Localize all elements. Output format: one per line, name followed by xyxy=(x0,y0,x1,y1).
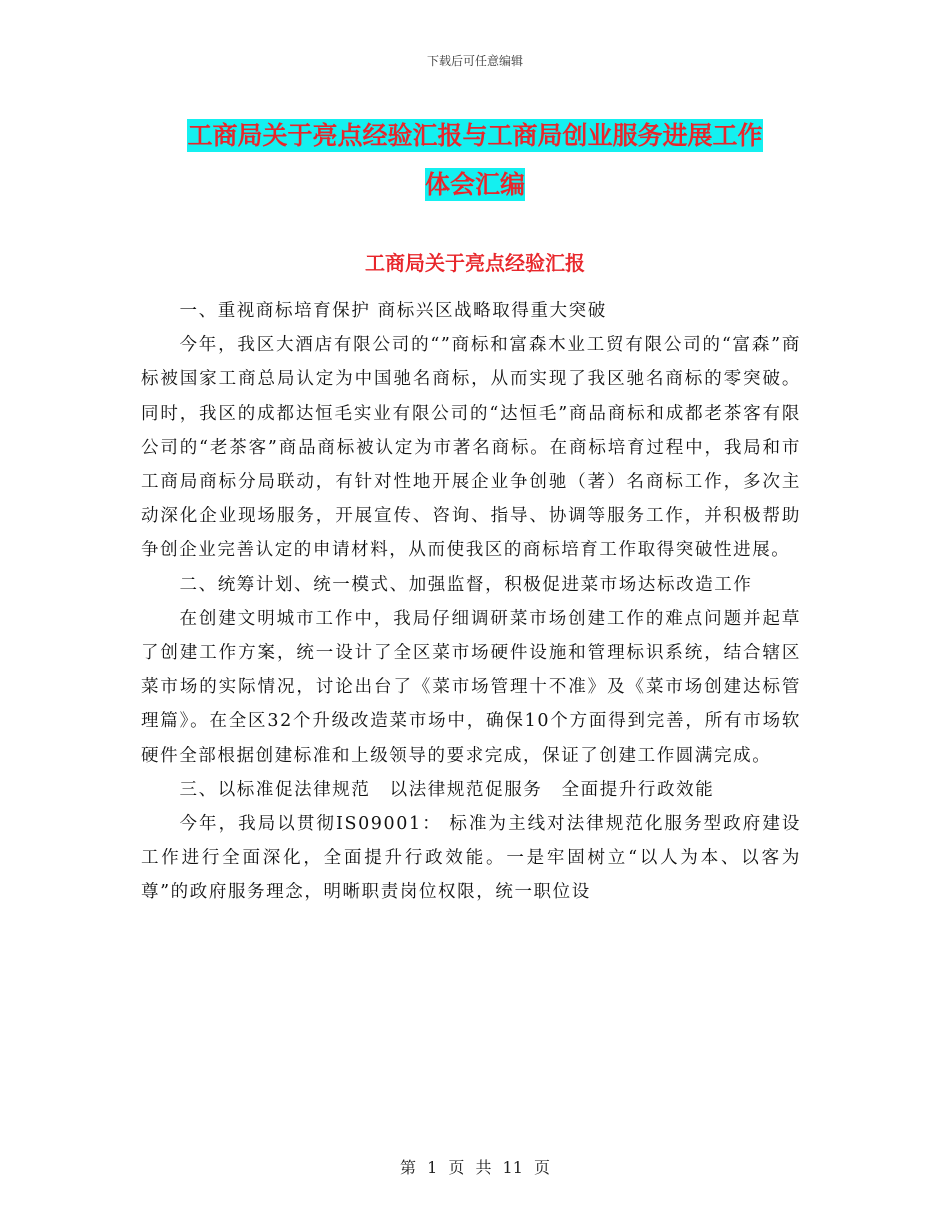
document-title xyxy=(0,111,950,209)
page-header-note: 下载后可任意编辑 xyxy=(426,54,523,68)
document-body xyxy=(141,294,801,910)
heading-1: 一、重视商标培育保护 商标兴区战略取得重大突破 xyxy=(179,301,607,321)
section-title: 工商局关于亮点经验汇报 xyxy=(365,251,585,275)
heading-3: 三、以标准促法律规范 以法律规范促服务 全面提升行政效能 xyxy=(179,779,715,800)
heading-2: 二、统筹计划、统一模式、加强监督，积极促进菜市场达标改造工作 xyxy=(179,574,753,595)
title-line-2: 体会汇编 xyxy=(424,170,525,199)
title-line-1: 工商局关于亮点经验汇报与工商局创业服务进展工作 xyxy=(187,121,763,150)
paragraph-3: 今年，我局以贯彻IS09001： 标准为主线对法律规范化服务型政府建设工作进行全面深化，全面提升行政效能。一是牢固树立“以人为本、以客为尊”的政府服务理念，明晰职责岗位权限，统一职位设 xyxy=(141,814,801,903)
paragraph-1: 今年，我区大酒店有限公司的“”商标和富森木业工贸有限公司的“富森”商标被国家工商总局认定为中国驰名商标，从而实现了我区驰名商标的零突破。同时，我区的成都达恒毛实业有限公司的“达恒毛”商品商标和成都老茶客有限公司的“老茶客”商品商标被认定为市著名商标。在商标培育过程中，我局和市工商局商标分局联动，有针对性地开展企业争创驰（著）名商标工作，多次主动深化企业现场服务，开展宣传、咨询、指导、协调等服务工作，并积极帮助争创企业完善认定的申请材料，从而使我区的商标培育工作取得突破性进展。 xyxy=(141,335,801,561)
page-number-footer: 第 1 页 共 11 页 xyxy=(400,1158,550,1177)
paragraph-2: 在创建文明城市工作中，我局仔细调研菜市场创建工作的难点问题并起草了创建工作方案，统一设计了全区菜市场硬件设施和管理标识系统，结合辖区菜市场的实际情况，讨论出台了《菜市场管理十不准》及《菜市场创建达标管理篇》。在全区32个升级改造菜市场中，确保10个方面得到完善，所有市场软硬件全部根据创建标准和上级领导的要求完成，保证了创建工作圆满完成。 xyxy=(141,608,801,766)
